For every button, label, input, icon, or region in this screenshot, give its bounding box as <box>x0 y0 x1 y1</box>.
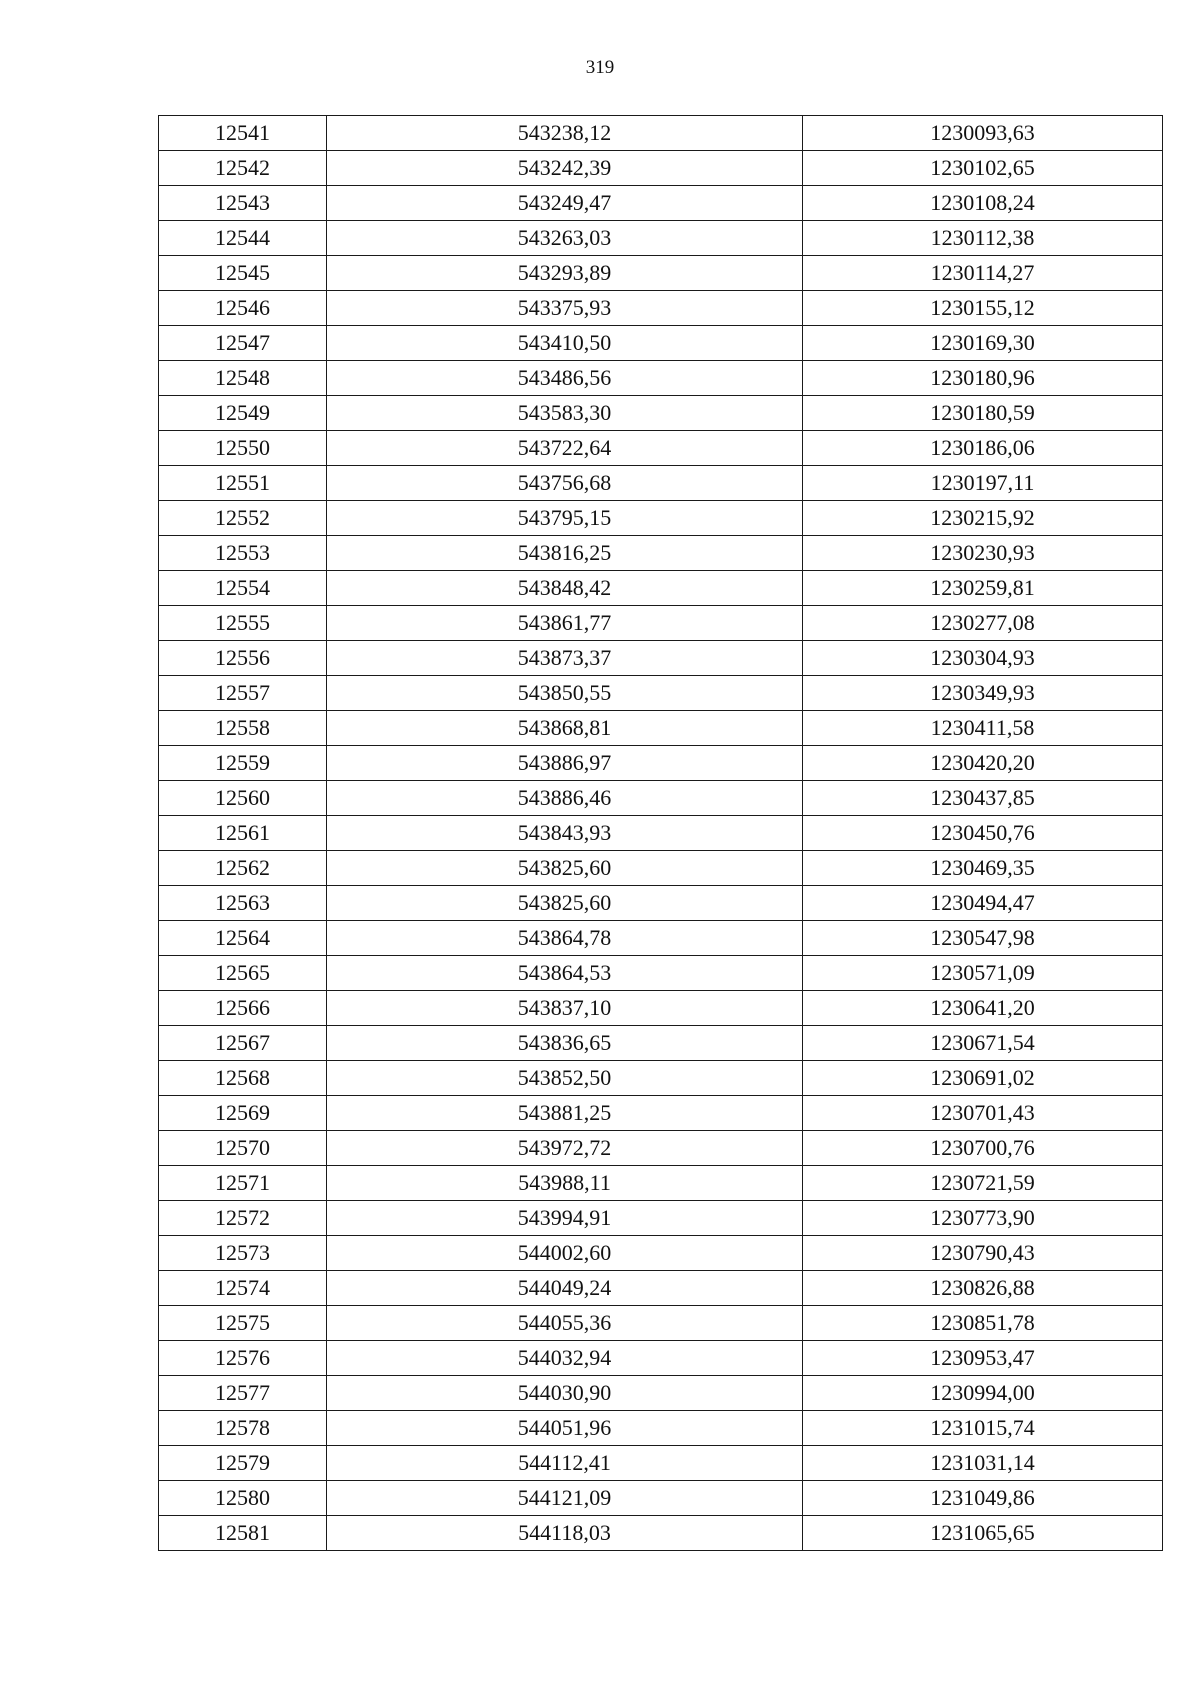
table-row <box>159 501 1163 536</box>
point-number-cell: 12578 <box>159 1411 327 1446</box>
table-row <box>159 571 1163 606</box>
point-number-cell: 12544 <box>159 221 327 256</box>
x-coordinate-cell: 543263,03 <box>327 221 803 256</box>
point-number-cell: 12548 <box>159 361 327 396</box>
point-number-cell: 12576 <box>159 1341 327 1376</box>
y-coordinate-cell: 1230411,58 <box>803 711 1163 746</box>
table-row <box>159 641 1163 676</box>
table-row <box>159 606 1163 641</box>
point-number-cell: 12574 <box>159 1271 327 1306</box>
x-coordinate-cell: 544049,24 <box>327 1271 803 1306</box>
x-coordinate-cell: 543843,93 <box>327 816 803 851</box>
point-number-cell: 12560 <box>159 781 327 816</box>
x-coordinate-cell: 543864,53 <box>327 956 803 991</box>
y-coordinate-cell: 1230641,20 <box>803 991 1163 1026</box>
table-row <box>159 1341 1163 1376</box>
point-number-cell: 12553 <box>159 536 327 571</box>
y-coordinate-cell: 1230186,06 <box>803 431 1163 466</box>
y-coordinate-cell: 1230437,85 <box>803 781 1163 816</box>
y-coordinate-cell: 1230851,78 <box>803 1306 1163 1341</box>
x-coordinate-cell: 543886,97 <box>327 746 803 781</box>
y-coordinate-cell: 1230571,09 <box>803 956 1163 991</box>
y-coordinate-cell: 1230790,43 <box>803 1236 1163 1271</box>
point-number-cell: 12572 <box>159 1201 327 1236</box>
x-coordinate-cell: 543238,12 <box>327 116 803 151</box>
point-number-cell: 12571 <box>159 1166 327 1201</box>
table-row <box>159 466 1163 501</box>
table-row <box>159 1481 1163 1516</box>
y-coordinate-cell: 1230826,88 <box>803 1271 1163 1306</box>
table-row <box>159 1516 1163 1551</box>
y-coordinate-cell: 1230093,63 <box>803 116 1163 151</box>
y-coordinate-cell: 1230108,24 <box>803 186 1163 221</box>
x-coordinate-cell: 543486,56 <box>327 361 803 396</box>
x-coordinate-cell: 543868,81 <box>327 711 803 746</box>
table-row <box>159 291 1163 326</box>
point-number-cell: 12561 <box>159 816 327 851</box>
y-coordinate-cell: 1230994,00 <box>803 1376 1163 1411</box>
x-coordinate-cell: 544055,36 <box>327 1306 803 1341</box>
x-coordinate-cell: 543886,46 <box>327 781 803 816</box>
y-coordinate-cell: 1230259,81 <box>803 571 1163 606</box>
x-coordinate-cell: 543848,42 <box>327 571 803 606</box>
table-row <box>159 431 1163 466</box>
x-coordinate-cell: 543583,30 <box>327 396 803 431</box>
table-row <box>159 711 1163 746</box>
x-coordinate-cell: 543293,89 <box>327 256 803 291</box>
y-coordinate-cell: 1230349,93 <box>803 676 1163 711</box>
point-number-cell: 12549 <box>159 396 327 431</box>
point-number-cell: 12551 <box>159 466 327 501</box>
table-row <box>159 676 1163 711</box>
table-row <box>159 396 1163 431</box>
table-body <box>159 116 1163 1551</box>
x-coordinate-cell: 543825,60 <box>327 851 803 886</box>
y-coordinate-cell: 1230494,47 <box>803 886 1163 921</box>
x-coordinate-cell: 544030,90 <box>327 1376 803 1411</box>
table-row <box>159 1446 1163 1481</box>
y-coordinate-cell: 1230215,92 <box>803 501 1163 536</box>
table-row <box>159 1166 1163 1201</box>
x-coordinate-cell: 543249,47 <box>327 186 803 221</box>
x-coordinate-cell: 543861,77 <box>327 606 803 641</box>
point-number-cell: 12581 <box>159 1516 327 1551</box>
table-row <box>159 361 1163 396</box>
point-number-cell: 12552 <box>159 501 327 536</box>
point-number-cell: 12550 <box>159 431 327 466</box>
point-number-cell: 12568 <box>159 1061 327 1096</box>
point-number-cell: 12543 <box>159 186 327 221</box>
point-number-cell: 12546 <box>159 291 327 326</box>
table-row <box>159 1236 1163 1271</box>
table-row <box>159 1411 1163 1446</box>
point-number-cell: 12555 <box>159 606 327 641</box>
x-coordinate-cell: 543881,25 <box>327 1096 803 1131</box>
y-coordinate-cell: 1230230,93 <box>803 536 1163 571</box>
x-coordinate-cell: 543994,91 <box>327 1201 803 1236</box>
point-number-cell: 12547 <box>159 326 327 361</box>
x-coordinate-cell: 543837,10 <box>327 991 803 1026</box>
x-coordinate-cell: 543825,60 <box>327 886 803 921</box>
coordinates-table <box>158 115 1163 1551</box>
y-coordinate-cell: 1230180,96 <box>803 361 1163 396</box>
point-number-cell: 12569 <box>159 1096 327 1131</box>
y-coordinate-cell: 1231015,74 <box>803 1411 1163 1446</box>
table-row <box>159 1201 1163 1236</box>
table-row <box>159 991 1163 1026</box>
y-coordinate-cell: 1231031,14 <box>803 1446 1163 1481</box>
table-row <box>159 536 1163 571</box>
x-coordinate-cell: 543722,64 <box>327 431 803 466</box>
point-number-cell: 12563 <box>159 886 327 921</box>
x-coordinate-cell: 543864,78 <box>327 921 803 956</box>
y-coordinate-cell: 1230420,20 <box>803 746 1163 781</box>
table-row <box>159 921 1163 956</box>
x-coordinate-cell: 543972,72 <box>327 1131 803 1166</box>
x-coordinate-cell: 543410,50 <box>327 326 803 361</box>
point-number-cell: 12580 <box>159 1481 327 1516</box>
table-row <box>159 221 1163 256</box>
table-row <box>159 151 1163 186</box>
point-number-cell: 12577 <box>159 1376 327 1411</box>
y-coordinate-cell: 1230102,65 <box>803 151 1163 186</box>
table-row <box>159 1061 1163 1096</box>
point-number-cell: 12567 <box>159 1026 327 1061</box>
y-coordinate-cell: 1230277,08 <box>803 606 1163 641</box>
table-row <box>159 1131 1163 1166</box>
table-row <box>159 781 1163 816</box>
y-coordinate-cell: 1230180,59 <box>803 396 1163 431</box>
x-coordinate-cell: 544112,41 <box>327 1446 803 1481</box>
x-coordinate-cell: 543873,37 <box>327 641 803 676</box>
point-number-cell: 12541 <box>159 116 327 151</box>
y-coordinate-cell: 1230197,11 <box>803 466 1163 501</box>
x-coordinate-cell: 543850,55 <box>327 676 803 711</box>
y-coordinate-cell: 1230547,98 <box>803 921 1163 956</box>
table-row <box>159 256 1163 291</box>
y-coordinate-cell: 1231065,65 <box>803 1516 1163 1551</box>
point-number-cell: 12564 <box>159 921 327 956</box>
y-coordinate-cell: 1230114,27 <box>803 256 1163 291</box>
y-coordinate-cell: 1230450,76 <box>803 816 1163 851</box>
page-number: 319 <box>585 57 615 78</box>
point-number-cell: 12573 <box>159 1236 327 1271</box>
table-row <box>159 956 1163 991</box>
y-coordinate-cell: 1230469,35 <box>803 851 1163 886</box>
x-coordinate-cell: 543242,39 <box>327 151 803 186</box>
table-row <box>159 1376 1163 1411</box>
y-coordinate-cell: 1231049,86 <box>803 1481 1163 1516</box>
table-row <box>159 116 1163 151</box>
x-coordinate-cell: 543988,11 <box>327 1166 803 1201</box>
point-number-cell: 12545 <box>159 256 327 291</box>
point-number-cell: 12562 <box>159 851 327 886</box>
point-number-cell: 12575 <box>159 1306 327 1341</box>
point-number-cell: 12557 <box>159 676 327 711</box>
point-number-cell: 12566 <box>159 991 327 1026</box>
y-coordinate-cell: 1230953,47 <box>803 1341 1163 1376</box>
x-coordinate-cell: 543852,50 <box>327 1061 803 1096</box>
point-number-cell: 12565 <box>159 956 327 991</box>
x-coordinate-cell: 543836,65 <box>327 1026 803 1061</box>
x-coordinate-cell: 543756,68 <box>327 466 803 501</box>
x-coordinate-cell: 543375,93 <box>327 291 803 326</box>
y-coordinate-cell: 1230304,93 <box>803 641 1163 676</box>
y-coordinate-cell: 1230155,12 <box>803 291 1163 326</box>
table-row <box>159 886 1163 921</box>
x-coordinate-cell: 544002,60 <box>327 1236 803 1271</box>
table-row <box>159 1096 1163 1131</box>
table-row <box>159 1271 1163 1306</box>
y-coordinate-cell: 1230721,59 <box>803 1166 1163 1201</box>
point-number-cell: 12556 <box>159 641 327 676</box>
y-coordinate-cell: 1230701,43 <box>803 1096 1163 1131</box>
x-coordinate-cell: 544121,09 <box>327 1481 803 1516</box>
point-number-cell: 12554 <box>159 571 327 606</box>
x-coordinate-cell: 544032,94 <box>327 1341 803 1376</box>
point-number-cell: 12559 <box>159 746 327 781</box>
point-number-cell: 12558 <box>159 711 327 746</box>
point-number-cell: 12542 <box>159 151 327 186</box>
x-coordinate-cell: 543816,25 <box>327 536 803 571</box>
y-coordinate-cell: 1230700,76 <box>803 1131 1163 1166</box>
table-row <box>159 851 1163 886</box>
y-coordinate-cell: 1230671,54 <box>803 1026 1163 1061</box>
y-coordinate-cell: 1230112,38 <box>803 221 1163 256</box>
y-coordinate-cell: 1230691,02 <box>803 1061 1163 1096</box>
table-row <box>159 326 1163 361</box>
x-coordinate-cell: 544051,96 <box>327 1411 803 1446</box>
table-row <box>159 1306 1163 1341</box>
point-number-cell: 12579 <box>159 1446 327 1481</box>
y-coordinate-cell: 1230773,90 <box>803 1201 1163 1236</box>
y-coordinate-cell: 1230169,30 <box>803 326 1163 361</box>
table-row <box>159 186 1163 221</box>
point-number-cell: 12570 <box>159 1131 327 1166</box>
table-row <box>159 816 1163 851</box>
table-row <box>159 746 1163 781</box>
table-row <box>159 1026 1163 1061</box>
x-coordinate-cell: 544118,03 <box>327 1516 803 1551</box>
x-coordinate-cell: 543795,15 <box>327 501 803 536</box>
